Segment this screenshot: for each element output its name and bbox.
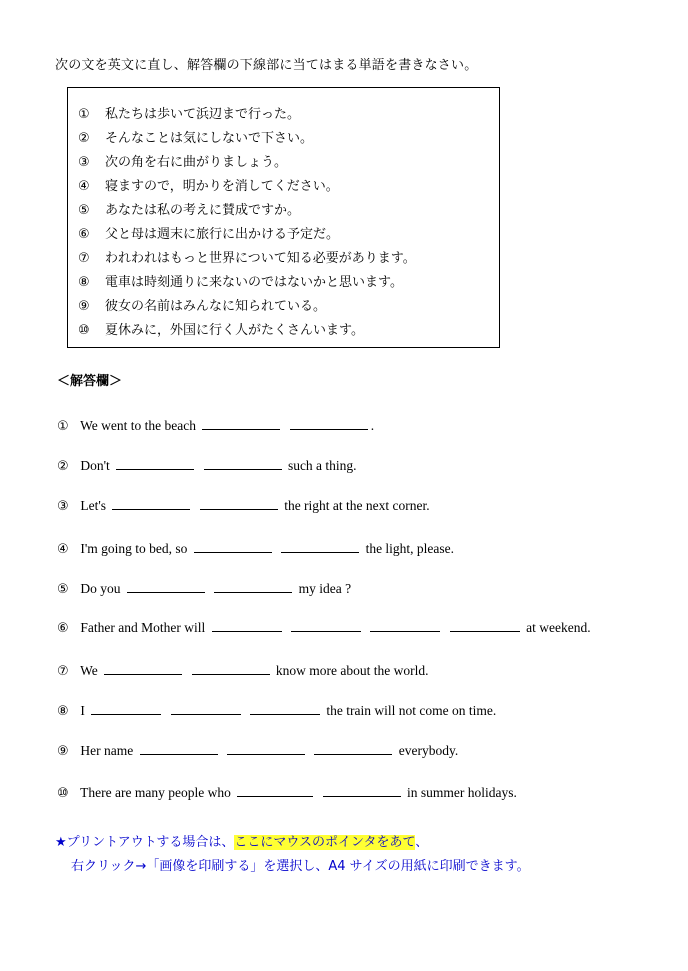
- answer-row: [57, 458, 357, 474]
- answer-number: ⑦: [57, 664, 69, 679]
- question-text: そんなことは気にしないで下さい。: [105, 131, 314, 146]
- answer-blank[interactable]: [91, 713, 161, 715]
- question-text: 父と母は週末に旅行に出かける予定だ。: [105, 227, 340, 242]
- star-icon: ★: [55, 835, 67, 850]
- question-text: 寝ますので，明かりを消してください。: [105, 179, 339, 194]
- question-text: 電車は時刻通りに来ないのではないかと思います。: [105, 275, 403, 290]
- question-item: [78, 247, 416, 266]
- answer-row: [57, 703, 496, 719]
- answer-blank[interactable]: [104, 673, 182, 675]
- question-number: ⑦: [78, 251, 90, 266]
- answer-text-before: We: [80, 663, 98, 678]
- answer-number: ③: [57, 499, 69, 514]
- answer-blank[interactable]: [250, 713, 320, 715]
- question-text: 夏休みに，外国に行く人がたくさんいます。: [105, 323, 364, 338]
- answer-text-before: Father and Mother will: [80, 620, 206, 635]
- question-number: ⑧: [78, 275, 90, 290]
- answer-blank[interactable]: [202, 428, 280, 430]
- print-note-line1: [55, 831, 428, 850]
- answer-number: ⑥: [57, 621, 69, 636]
- answer-row: [57, 581, 351, 597]
- question-text: 彼女の名前はみんなに知られている。: [105, 299, 327, 314]
- answer-blank[interactable]: [237, 795, 313, 797]
- answer-row: [57, 418, 374, 434]
- answer-number: ⑧: [57, 704, 69, 719]
- answer-text-before: Don't: [80, 458, 110, 473]
- answer-blank[interactable]: [194, 551, 272, 553]
- answer-row: [57, 541, 454, 557]
- question-number: ⑩: [78, 323, 90, 338]
- answer-text-after: everybody.: [398, 743, 459, 758]
- question-text: あなたは私の考えに賛成ですか。: [105, 203, 301, 218]
- question-item: [78, 103, 300, 122]
- print-note-highlight: ここにマウスのポインタをあて: [234, 835, 416, 850]
- answer-row: [57, 620, 591, 636]
- answer-blank[interactable]: [370, 630, 440, 632]
- answer-blank[interactable]: [450, 630, 520, 632]
- answer-blank[interactable]: [140, 753, 218, 755]
- answer-text-after: .: [370, 418, 375, 433]
- question-number: ⑨: [78, 299, 90, 314]
- answer-row: [57, 785, 517, 801]
- answer-text-before: We went to the beach: [80, 418, 197, 433]
- answer-row: [57, 743, 458, 759]
- answer-text-after: in summer holidays.: [406, 785, 517, 800]
- question-text: 次の角を右に曲がりましょう。: [105, 155, 288, 170]
- answer-number: ④: [57, 542, 69, 557]
- question-item: [78, 271, 403, 290]
- question-item: [78, 127, 313, 146]
- question-number: ⑤: [78, 203, 90, 218]
- answer-blank[interactable]: [323, 795, 401, 797]
- answer-number: ②: [57, 459, 69, 474]
- answer-blank[interactable]: [200, 508, 278, 510]
- question-text: 私たちは歩いて浜辺まで行った。: [105, 107, 301, 122]
- answer-blank[interactable]: [212, 630, 282, 632]
- answer-blank[interactable]: [290, 428, 368, 430]
- answer-blank[interactable]: [314, 753, 392, 755]
- answer-blank[interactable]: [281, 551, 359, 553]
- answer-text-after: the train will not come on time.: [326, 703, 497, 718]
- question-item: [78, 175, 339, 194]
- answer-blank[interactable]: [127, 591, 205, 593]
- answer-text-before: There are many people who: [80, 785, 231, 800]
- question-number: ⑥: [78, 227, 90, 242]
- question-number: ②: [78, 131, 90, 146]
- answer-row: [57, 498, 430, 514]
- question-number: ①: [78, 107, 90, 122]
- answer-blank[interactable]: [291, 630, 361, 632]
- answer-text-after: the right at the next corner.: [284, 498, 430, 513]
- answer-heading: ＜解答欄＞: [57, 374, 123, 389]
- answer-blank[interactable]: [214, 591, 292, 593]
- print-note-punct: 、: [415, 835, 429, 850]
- question-item: [78, 223, 339, 242]
- answer-text-before: I: [80, 703, 85, 718]
- answer-row: [57, 663, 429, 679]
- answer-text-after: know more about the world.: [275, 663, 429, 678]
- question-box: [67, 87, 500, 348]
- question-item: [78, 319, 364, 338]
- answer-text-after: at weekend.: [526, 620, 591, 635]
- answer-number: ⑨: [57, 744, 69, 759]
- question-item: [78, 151, 287, 170]
- answer-text-before: I'm going to bed, so: [80, 541, 188, 556]
- answer-number: ①: [57, 419, 69, 434]
- answer-number: ⑩: [57, 786, 69, 801]
- print-note-text: プリントアウトする場合は、: [66, 835, 235, 850]
- answer-text-before: Let's: [80, 498, 107, 513]
- answer-text-after: my idea ?: [298, 581, 352, 596]
- answer-text-before: Her name: [80, 743, 134, 758]
- question-number: ④: [78, 179, 90, 194]
- answer-blank[interactable]: [227, 753, 305, 755]
- answer-text-after: the light, please.: [365, 541, 455, 556]
- answer-blank[interactable]: [171, 713, 241, 715]
- answer-blank[interactable]: [204, 468, 282, 470]
- answer-blank[interactable]: [112, 508, 190, 510]
- instruction-text: 次の文を英文に直し、解答欄の下線部に当てはまる単語を書きなさい。: [55, 58, 478, 73]
- answer-number: ⑤: [57, 582, 69, 597]
- question-number: ③: [78, 155, 90, 170]
- question-text: われわれはもっと世界について知る必要があります。: [105, 251, 416, 266]
- answer-blank[interactable]: [192, 673, 270, 675]
- answer-blank[interactable]: [116, 468, 194, 470]
- answer-text-before: Do you: [80, 581, 121, 596]
- print-note-line2: 右クリック→「画像を印刷する」を選択し、A4 サイズの用紙に印刷できます。: [71, 859, 530, 874]
- question-item: [78, 295, 326, 314]
- question-item: [78, 199, 300, 218]
- answer-text-after: such a thing.: [287, 458, 357, 473]
